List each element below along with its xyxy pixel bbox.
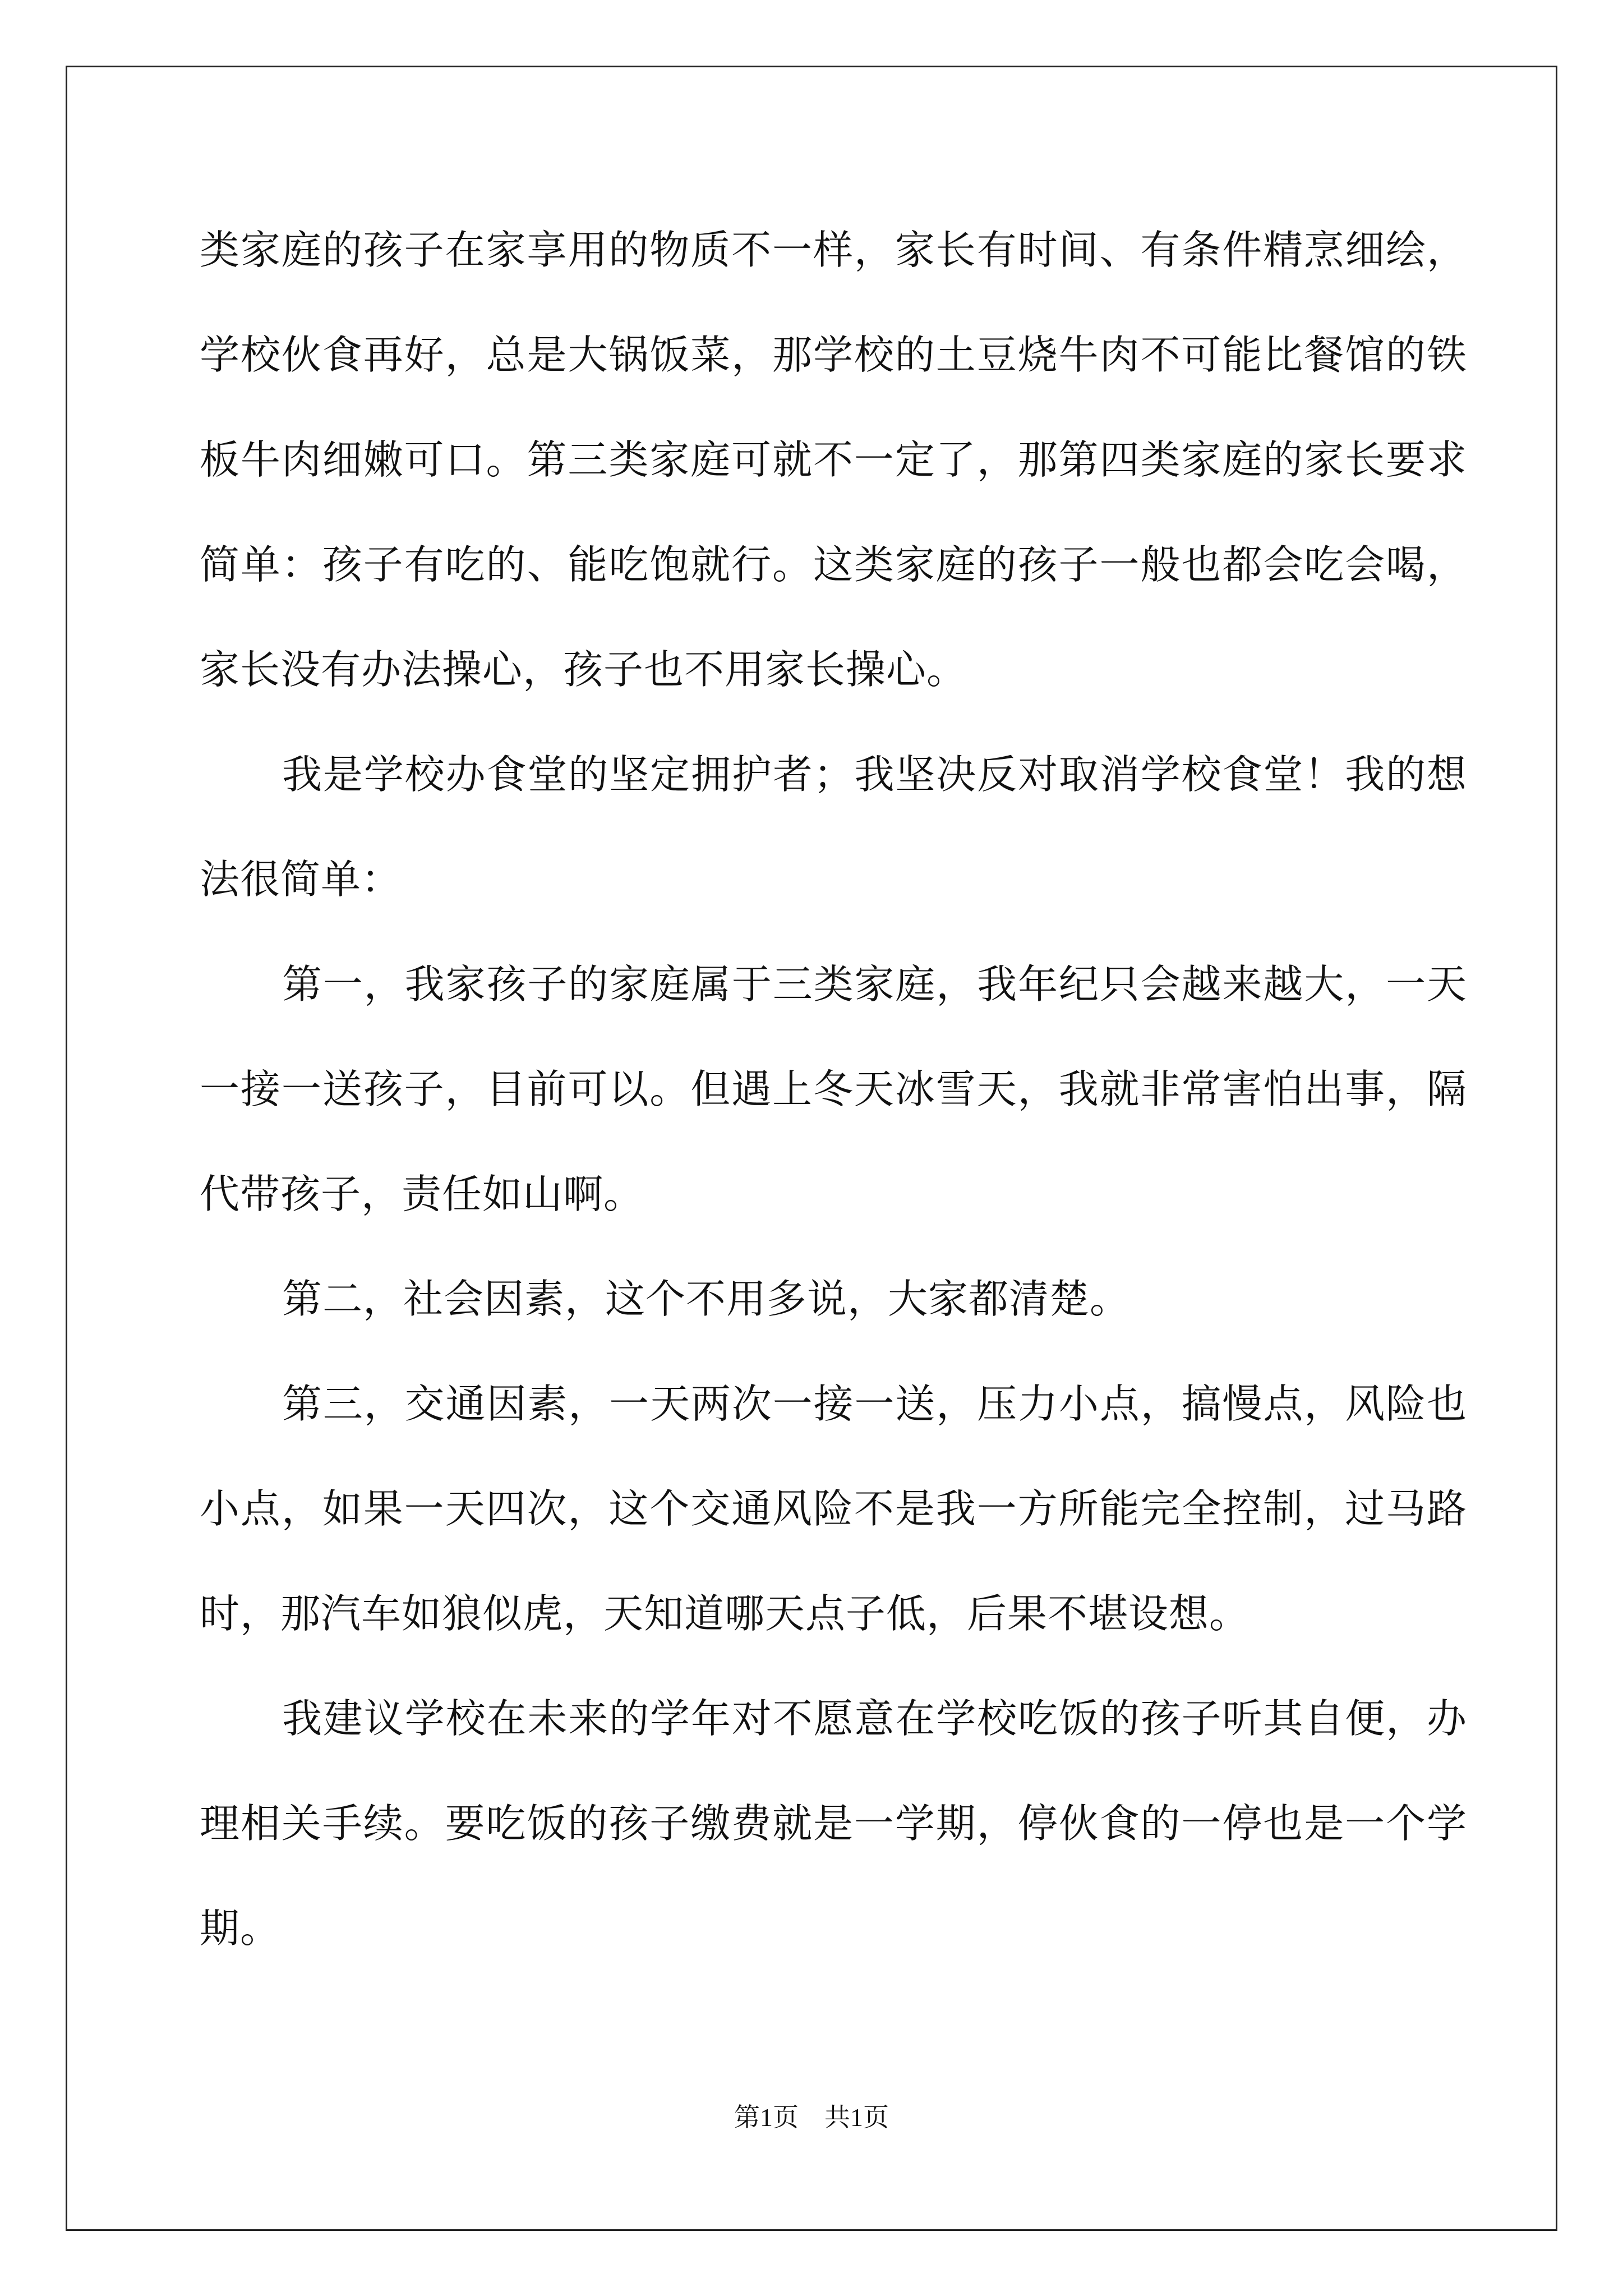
document-body — [200, 197, 1467, 1981]
paragraph-5: 第三，交通因素，一天两次一接一送，压力小点，搞慢点，风险也小点，如果一天四次，这个交通风险不是我一方所能完全控制，过马路时，那汽车如狼似虎，天知道哪天点子低，后果不堪设想。 — [200, 1381, 1467, 1637]
page-footer: 第1页 共1页 — [734, 2103, 889, 2132]
paragraph-1: 类家庭的孩子在家享用的物质不一样，家长有时间、有条件精烹细绘，学校伙食再好，总是大锅饭菜，那学校的土豆烧牛肉不可能比餐馆的铁板牛肉细嫩可口。第三类家庭可就不一定了，那第四类家庭的家长要求简单：孩子有吃的、能吃饱就行。这类家庭的孩子一般也都会吃会喝，家长没有办法操心，孩子也不用家长操心。 — [200, 227, 1467, 693]
paragraph-2: 我是学校办食堂的坚定拥护者；我坚决反对取消学校食堂！我的想法很简单： — [200, 751, 1467, 903]
paragraph-4: 第二，社会因素，这个不用多说，大家都清楚。 — [282, 1276, 1131, 1322]
paragraph-3: 第一，我家孩子的家庭属于三类家庭，我年纪只会越来越大，一天一接一送孩子，目前可以。但遇上冬天冰雪天，我就非常害怕出事，隔代带孩子，责任如山啊。 — [200, 961, 1467, 1217]
paragraph-6: 我建议学校在未来的学年对不愿意在学校吃饭的孩子听其自便，办理相关手续。要吃饭的孩子缴费就是一学期，停伙食的一停也是一个学期。 — [200, 1695, 1467, 1952]
